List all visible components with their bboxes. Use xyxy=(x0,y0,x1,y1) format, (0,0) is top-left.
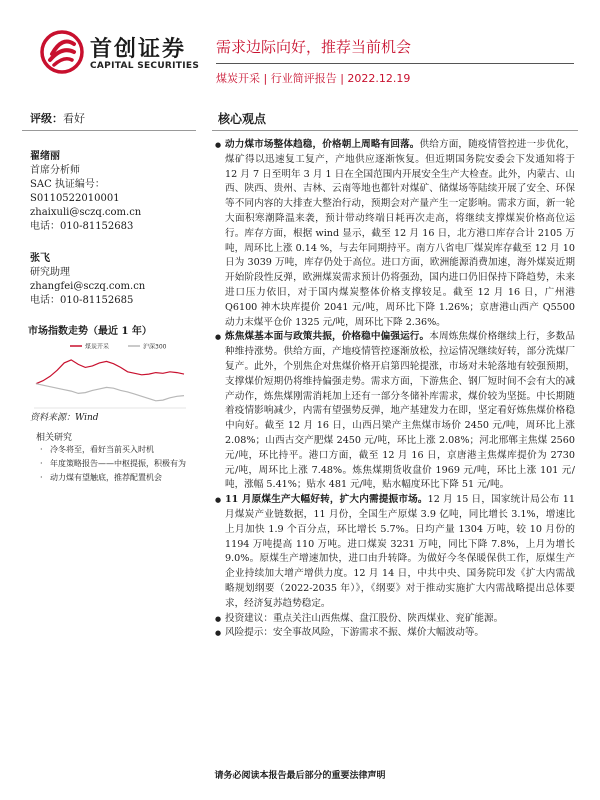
core-view-body: 风险提示：安全事故风险，下游需求不振、煤价大幅波动等。 xyxy=(225,627,485,639)
market-index-chart xyxy=(30,340,190,416)
rating-value: 看好 xyxy=(63,112,85,125)
brand-name-cn: 首创证券 xyxy=(90,37,187,62)
legend-label-series-2: 沪深300 xyxy=(143,343,167,351)
core-view-item xyxy=(215,493,575,611)
core-view-body: 供给方面，随疫情管控进一步优化，煤矿得以迅速复工复产，产地供应逐渐恢复。但近期国务院安委会下发通知将于 12 月 7 日至明年 3 月 1 日在全国范围内开展安全生产大检查。此外，内蒙古、山西、陕西、贵州、吉林、云南等地也都针对煤矿、储煤场等陆续开展了安全、环保等不同内容的大排查大整治行动，预期会对产量产生一定影响。需求方面，新一轮大面积寒潮降温来袭，预计带动终端日耗再次走高，将继续支撑煤炭价格高位运行。库存方面，根据 wind 显示，截至 12 月 16 日，北方港口库存合计 2105 万吨，周环比上涨 0.14 %，与去年同期持平。南方八省电厂煤炭库存截至 12 月 10 日为 3039 万吨，库存仍处于高位。进口方面，欧洲能源消费加速，海外煤炭近期开始阶段性反弹，欧洲煤炭需求预计仍将强劲，国内进口仍旧保持下降趋势，未来进口压力依旧，对于国内煤炭整体价格支撑较足。截至 12 月 16 日，广州港 Q6100 神木块库提价 2041 元/吨，周环比下降 1.26%；京唐港山西产 Q5500 动力末煤平仓价 1325 元/吨，周环比下降 2.36%。 xyxy=(225,139,576,328)
chart-lines xyxy=(36,360,184,401)
legend-label-series-1: 煤炭开采 xyxy=(85,343,110,351)
right-divider xyxy=(212,130,578,131)
core-view-lead: 动力煤市场整体趋稳，价格朝上周略有回落。 xyxy=(225,139,420,150)
chart-legend xyxy=(70,343,167,351)
related-research-title: 相关研究 xyxy=(36,433,73,443)
core-view-item xyxy=(215,612,575,627)
core-view-lead: 11 月原煤生产大幅好转，扩大内需提振市场。 xyxy=(225,494,428,506)
core-view-body: 投资建议：重点关注山西焦煤、盘江股份、陕西煤业、兖矿能源。 xyxy=(225,612,504,624)
left-divider xyxy=(22,130,196,131)
core-view-item xyxy=(215,138,575,330)
legal-footer: 请务必阅读本报告最后部分的重要法律声明 xyxy=(214,771,386,781)
series-line-2 xyxy=(36,384,184,401)
analyst-name: 张飞 xyxy=(30,253,50,264)
analyst-cert-label: SAC 执证编号： xyxy=(30,179,105,190)
rating xyxy=(30,110,85,126)
analyst-phone: 电话：010-81152683 xyxy=(30,221,134,232)
core-view-list xyxy=(215,138,575,641)
core-view-title: 核心观点 xyxy=(218,112,267,126)
related-research-item[interactable]: · 动力煤有望触底，推荐配置机会 xyxy=(40,472,200,483)
related-research-item[interactable]: · 冷冬将至，看好当前买入时机 xyxy=(40,444,200,455)
analyst-role: 研究助理 xyxy=(30,267,70,278)
analyst-phone: 电话：010-81152685 xyxy=(30,295,134,306)
core-view-body: 12 月 15 日，国家统计局公布 11 月煤炭产业链数据，11 月份，全国生产原煤 3.9 亿吨，同比增长 3.1%，增速比上月加快 1.9 个百分点，环比增长 5.7%。日均产量 1304 万吨，较 10 月份的 1194 万吨提高 110 万吨。进口煤炭 3231 万吨，同比下降 7.8%，上月为增长 9.0%。原煤生产增速加快，进口由升转降。为做好今冬保暖保供工作，原煤生产企业持续加大增产增供力度。12 月 14 日，中共中央、国务院印发《扩大内需战略规划纲要（2022-2035 年）》，《纲要》对于推动实施扩大内需战略提出总体要求，经济复苏趋势稳定。 xyxy=(225,494,575,609)
rating-label: 评级： xyxy=(30,112,63,125)
chart-title: 市场指数走势（最近 1 年） xyxy=(28,326,152,337)
header-divider xyxy=(216,63,574,64)
chart-source: 资料来源：Wind xyxy=(30,413,99,423)
brand-name-en: CAPITAL SECURITIES xyxy=(90,61,200,71)
analyst-cert-no: S0110522010001 xyxy=(30,193,120,204)
core-view-item xyxy=(215,626,575,641)
related-research-item[interactable]: · 年度策略报告——中枢提振，积极有为 xyxy=(40,458,200,469)
analyst-card-1 xyxy=(30,150,141,234)
analyst-name: 翟绪丽 xyxy=(30,151,60,162)
core-view-body: 本周炼焦煤价格继续上行，多数品种维持涨势。供给方面，产地疫情管控逐渐放松，拉运情况继续好转，部分洗煤厂复产。此外，个别焦企对焦煤价格开启第四轮提涨，市场对未轮落地有较强预期，支撑煤价短期仍将维持偏强走势。需求方面，下游焦企、钢厂短时间不会有大的减产动作，炼焦煤刚需消耗加上还有一部分冬储补库需求，煤价较为坚挺。中长期随着疫情影响减少，内需有望强势反弹，地产基建发力在即，坚定看好炼焦煤价格稳中向好。截至 12 月 16 日，山西吕梁产主焦煤市场价 2450 元/吨，周环比上涨 2.08%；山西古交产肥煤 2450 元/吨，环比上涨 2.08%；河北邢郸主焦煤 2560 元/吨，环比持平。港口方面，截至 12 月 16 日，京唐港主焦煤库提价为 2730 元/吨，周环比上涨 7.48%。炼焦煤期货收盘价 1969 元/吨，环比上涨 101 元/吨，涨幅 5.41%；贴水 481 元/吨，贴水幅度环比下降 51 元/吨。 xyxy=(225,331,576,491)
analyst-role: 首席分析师 xyxy=(30,165,80,176)
report-title: 需求边际向好，推荐当前机会 xyxy=(216,38,412,56)
analyst-email[interactable]: zhangfei@sczq.com.cn xyxy=(30,281,146,292)
brand-logo xyxy=(40,30,210,80)
brand-logo-mark-icon xyxy=(40,30,84,74)
related-research-list xyxy=(40,444,200,486)
analyst-email[interactable]: zhaixuli@sczq.com.cn xyxy=(30,207,142,218)
core-view-item xyxy=(215,330,575,493)
report-subtitle: 煤炭开采 | 行业简评报告 | 2022.12.19 xyxy=(216,72,411,85)
core-view-lead: 炼焦煤基本面与政策共振，价格稳中偏强运行。 xyxy=(225,331,430,343)
series-line-1 xyxy=(36,360,184,384)
analyst-card-2 xyxy=(30,252,145,308)
